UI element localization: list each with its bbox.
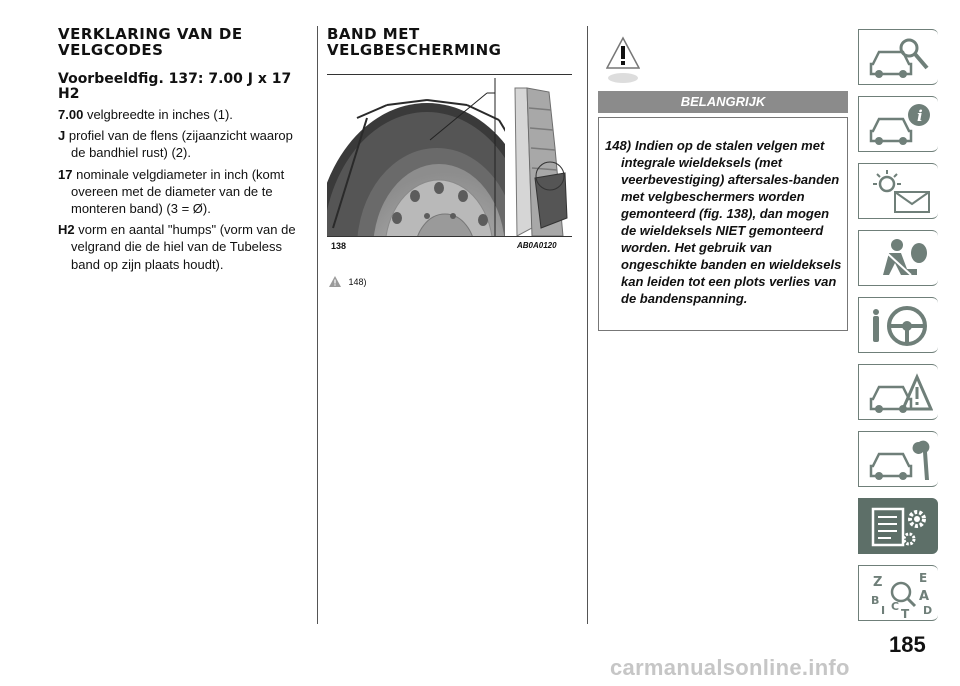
definition-item: 17 nominale velgdiameter in inch (komt overeen met de diameter van de te monteren band) (3 = Ø).: [58, 166, 285, 217]
svg-text:i: i: [917, 107, 923, 125]
column-divider: [587, 26, 588, 624]
car-info-icon: [867, 101, 933, 149]
svg-text:I: I: [881, 604, 886, 617]
tab-technical-data[interactable]: [858, 498, 938, 554]
warning-header: BELANGRIJK: [598, 91, 848, 113]
svg-text:C: C: [891, 600, 900, 613]
middle-column: [327, 26, 572, 58]
warning-triangle-icon: [329, 276, 341, 287]
tab-dashboard[interactable]: [858, 96, 938, 152]
tab-starting-driving[interactable]: [858, 297, 938, 353]
tab-maintenance[interactable]: [858, 431, 938, 487]
figure-top-rule: [327, 74, 572, 75]
reference-number: 148): [348, 276, 367, 287]
steering-wheel-icon: [867, 302, 933, 350]
tab-emergency[interactable]: [858, 364, 938, 420]
car-emergency-icon: [867, 369, 933, 417]
safety-airbag-icon: [867, 235, 933, 283]
svg-text:E: E: [919, 571, 928, 585]
tab-vehicle-knowledge[interactable]: [858, 29, 938, 85]
tire-illustration: [327, 78, 572, 236]
alphabetical-index-icon: [867, 570, 933, 618]
left-column: [58, 26, 308, 277]
page-number: 185: [889, 632, 926, 657]
svg-text:B: B: [871, 594, 880, 607]
svg-text:T: T: [901, 607, 910, 618]
warning-text: 148) Indien op de stalen velgen met integrale wieldeksels (met veerbevestiging) aftersales-banden met velgbeschermers worden gemonteerd (fig. 138), dan mogen de wieldeksels NIET gemonteerd worden. Het gebruik van ongeschikte banden en wieldeksels kan leiden tot een plots verlies van de bandenspanning.: [605, 138, 842, 306]
warning-sign-icon: [606, 36, 640, 88]
technical-data-gear-icon: [867, 503, 933, 551]
definition-item: H2 vorm en aantal "humps" (vorm van de velgrand die de hiel van de Tubeless band op zijn plaats houdt).: [58, 222, 296, 272]
warning-reference: [329, 273, 366, 287]
car-search-icon: [867, 34, 933, 82]
car-maintenance-icon: [867, 436, 933, 484]
figure-code: AB0A0120: [517, 241, 557, 250]
tab-warning-lights[interactable]: [858, 163, 938, 219]
tire-figure: [327, 78, 572, 236]
svg-text:D: D: [923, 604, 933, 617]
definition-item: J profiel van de flens (zijaanzicht waarop de bandhiel rust) (2).: [58, 128, 293, 161]
figure-number: 138: [331, 241, 347, 251]
figure-bottom-rule: [327, 236, 572, 237]
watermark: carmanualsonline.info: [610, 655, 850, 680]
tab-safety[interactable]: [858, 230, 938, 286]
svg-text:A: A: [919, 589, 930, 604]
warning-lights-icon: [867, 168, 933, 216]
definition-list: [58, 106, 308, 273]
svg-text:Z: Z: [873, 575, 883, 590]
definition-item: 7.00 velgbreedte in inches (1).: [58, 107, 233, 122]
section-title-rim-codes: VERKLARING VAN DE VELGCODES: [58, 25, 243, 59]
section-title-rim-protector: BAND MET VELGBESCHERMING: [327, 25, 502, 59]
column-divider: [317, 26, 318, 624]
tab-index[interactable]: [858, 565, 938, 621]
example-subtitle: Voorbeeldfig. 137: 7.00 J x 17 H2: [58, 71, 292, 102]
